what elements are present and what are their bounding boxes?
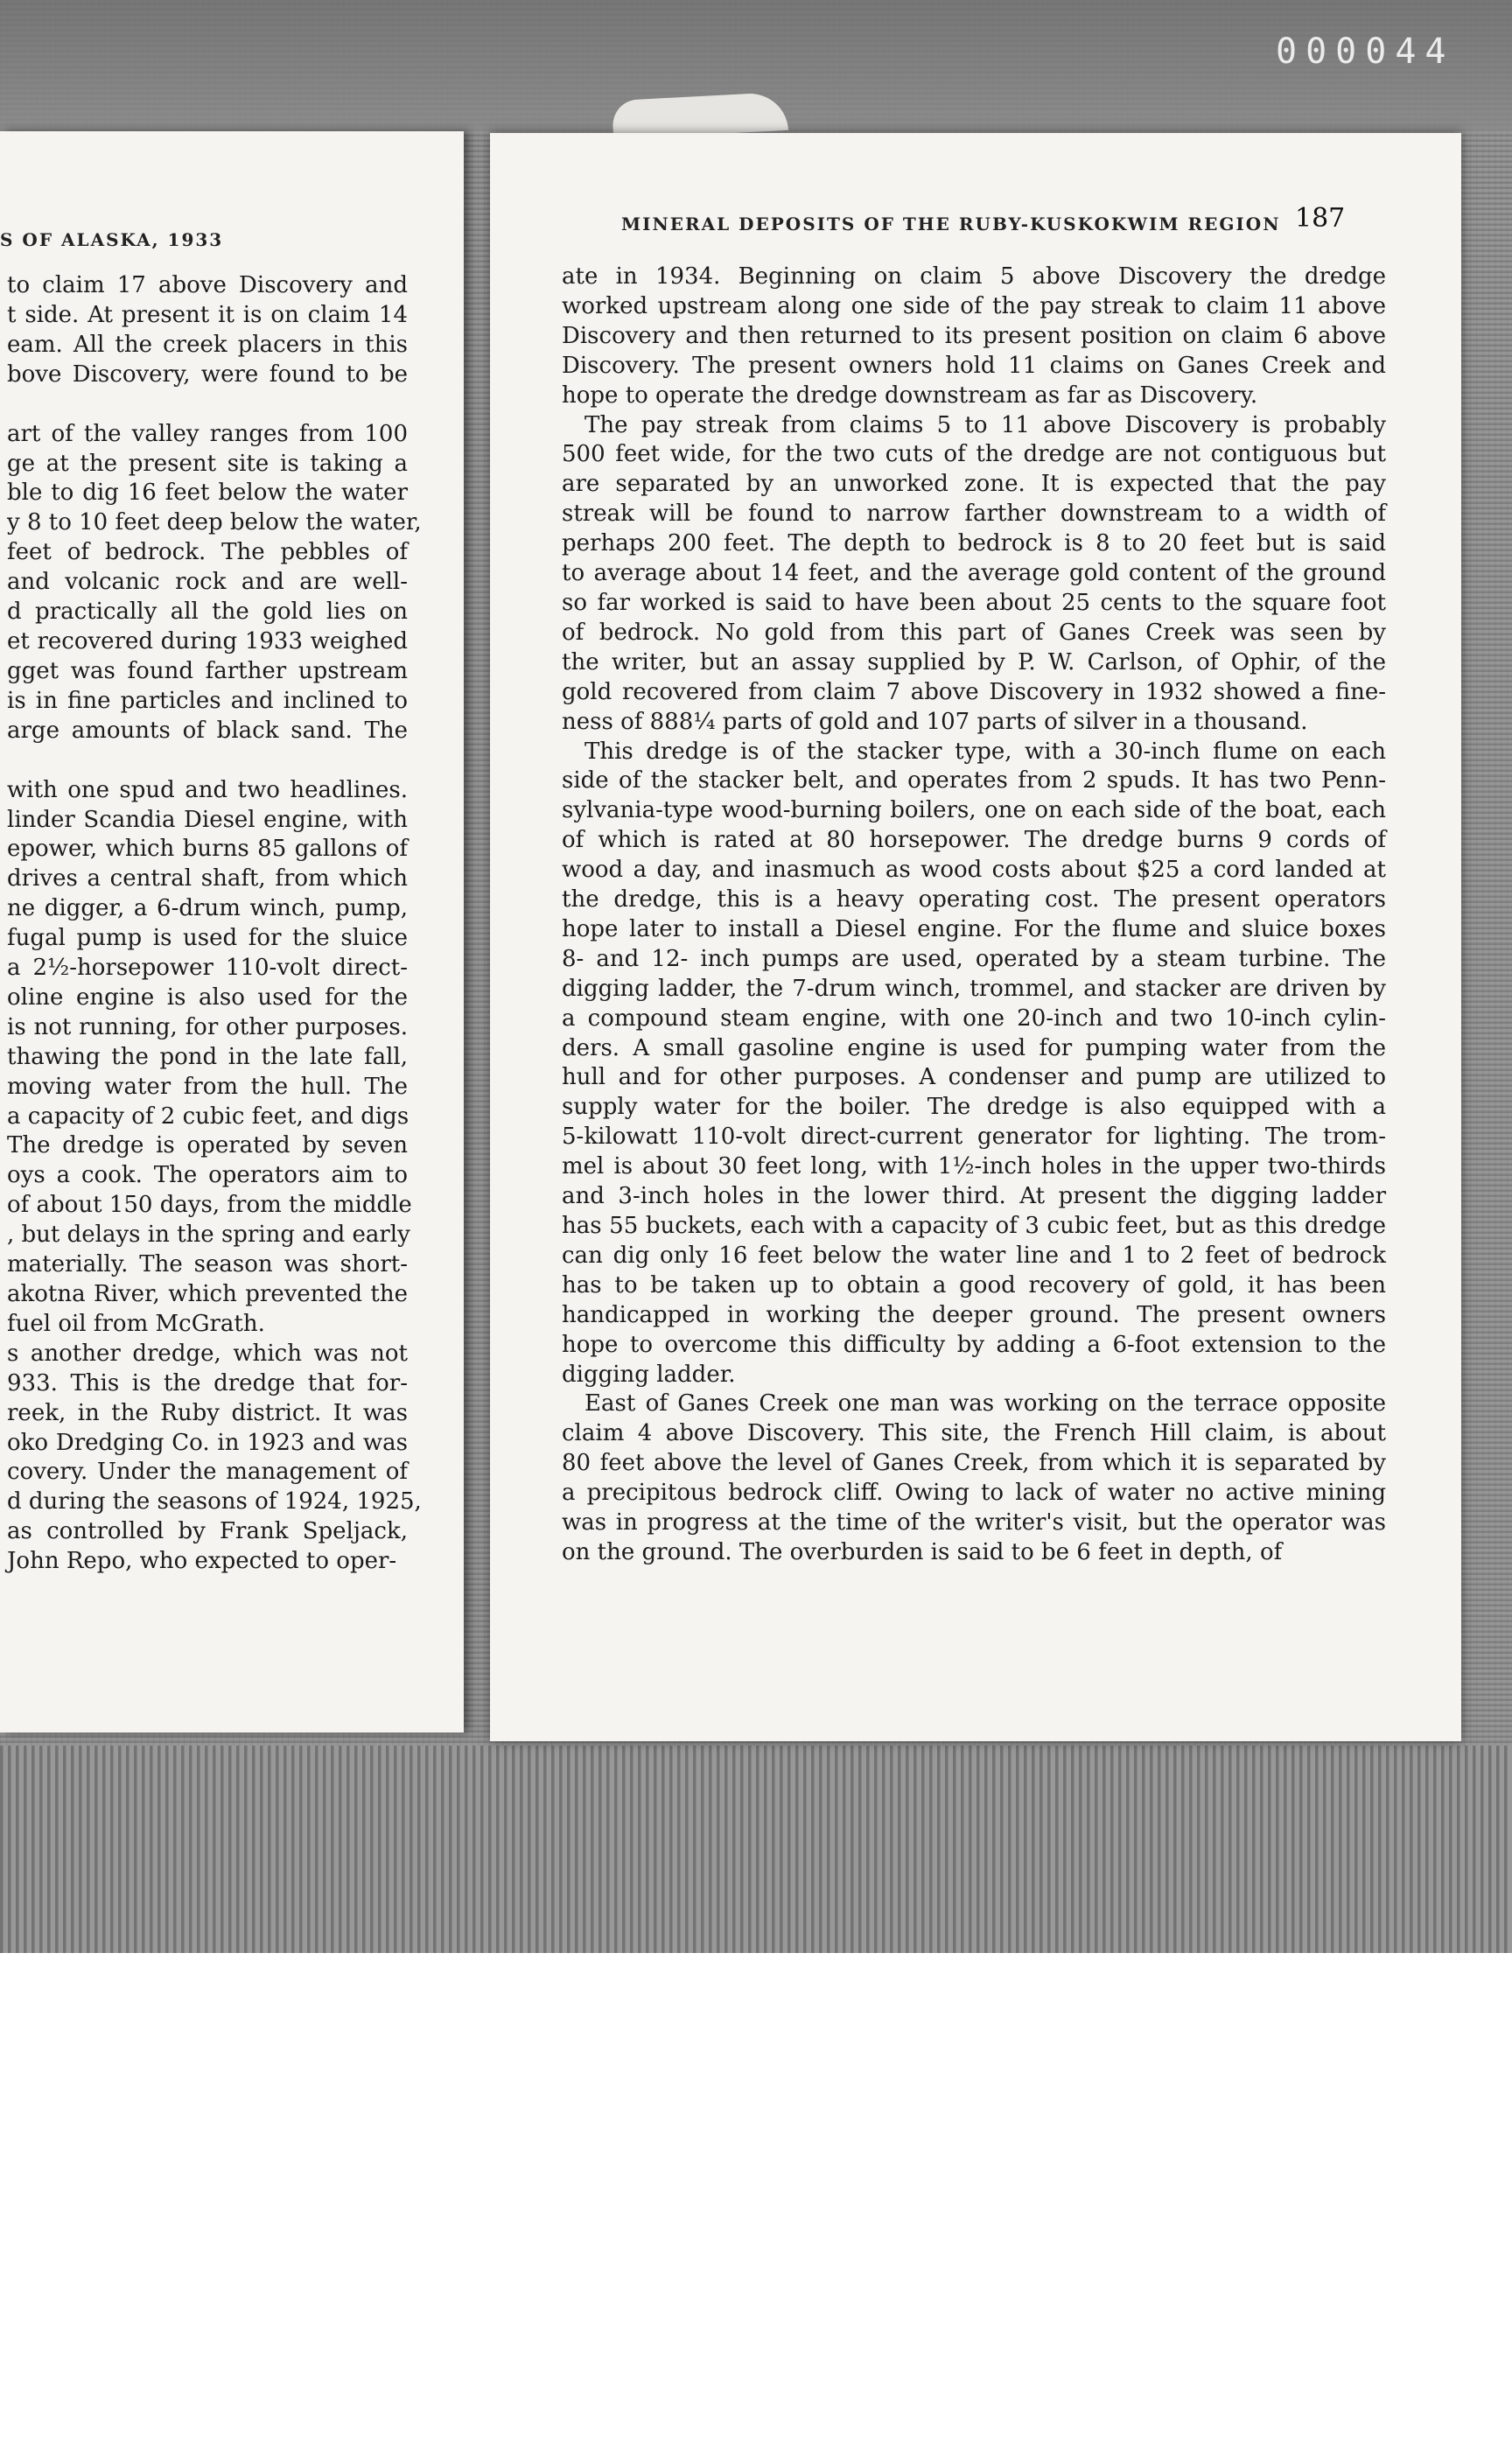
text-line: supply water for the boiler. The dredge is also equipped with a — [562, 1094, 1386, 1121]
text-line: ate in 1934. Beginning on claim 5 above Discovery the dredge — [562, 263, 1386, 290]
text-line: epower, which burns 85 gallons of — [7, 836, 408, 863]
text-line: sylvania-type wood-burning boilers, one on each side of the boat, each — [562, 797, 1386, 824]
left-running-head: S OF ALASKA, 1933 — [0, 229, 224, 250]
text-line: 933. This is the dredge that for- — [7, 1369, 408, 1396]
text-line: digging ladder. — [562, 1361, 736, 1388]
text-line: t side. At present it is on claim 14 — [7, 301, 408, 328]
text-line: reek, in the Ruby district. It was — [7, 1399, 408, 1426]
text-line: 80 feet above the level of Ganes Creek, from which it is separated by — [562, 1450, 1386, 1477]
text-line: hull and for other purposes. A condenser and pump are utilized to — [562, 1064, 1386, 1091]
text-line: 500 feet wide, for the two cuts of the dredge are not contiguous but — [562, 441, 1386, 468]
text-line: moving water from the hull. The — [7, 1073, 408, 1100]
text-line: ness of 888¼ parts of gold and 107 parts of silver in a thousand. — [562, 708, 1308, 735]
text-line: arge amounts of black sand. The — [7, 717, 408, 744]
text-line: handicapped in working the deeper ground. The present owners — [562, 1301, 1386, 1328]
text-line: d practically all the gold lies on — [7, 598, 408, 626]
text-line: oline engine is also used for the — [7, 984, 408, 1011]
text-line: on the ground. The overburden is said to be 6 feet in depth, of — [562, 1538, 1283, 1565]
text-line: can dig only 16 feet below the water line and 1 to 2 feet of bedrock — [562, 1242, 1386, 1269]
text-line: Discovery and then returned to its present position on claim 6 above — [562, 322, 1386, 349]
text-line: y 8 to 10 feet deep below the water, — [7, 509, 422, 536]
text-line: a capacity of 2 cubic feet, and digs — [7, 1102, 410, 1130]
text-line: of which is rated at 80 horsepower. The dredge burns 9 cords of — [562, 827, 1386, 854]
text-line: digging ladder, the 7-drum winch, trommel, and stacker are driven by — [562, 975, 1386, 1002]
text-line: , but delays in the spring and early — [7, 1222, 410, 1249]
text-line: ge at the present site is taking a — [7, 450, 408, 477]
text-line: worked upstream along one side of the pay streak to claim 11 above — [562, 292, 1386, 319]
text-line: perhaps 200 feet. The depth to bedrock is 8 to 20 feet but is said — [562, 530, 1386, 557]
text-line: was in progress at the time of the writer's visit, but the operator was — [562, 1509, 1386, 1536]
text-line: John Repo, who expected to oper- — [7, 1548, 397, 1575]
text-line: to claim 17 above Discovery and — [7, 272, 408, 298]
text-line: Discovery. The present owners hold 11 claims on Ganes Creek and — [562, 352, 1386, 379]
text-line: wood a day, and inasmuch as wood costs about $25 a cord landed at — [562, 857, 1386, 884]
left-page-text — [7, 271, 422, 1577]
text-line: fuel oil from McGrath. — [7, 1310, 265, 1337]
text-line: and volcanic rock and are well- — [7, 569, 408, 596]
text-line: of about 150 days, from the middle — [7, 1192, 412, 1219]
text-line — [7, 746, 408, 776]
text-line: has to be taken up to obtain a good recovery of gold, it has been — [562, 1271, 1386, 1298]
text-line: mel is about 30 feet long, with 1½-inch holes in the upper two-thirds — [562, 1153, 1386, 1180]
text-line: hope later to install a Diesel engine. For the flume and sluice boxes — [562, 915, 1386, 942]
text-line: of bedrock. No gold from this part of Ganes Creek was seen by — [562, 619, 1386, 646]
text-line: 5-kilowatt 110-volt direct-current generator for lighting. The trom- — [562, 1124, 1386, 1151]
right-page-text — [562, 262, 1386, 1568]
text-line: ders. A small gasoline engine is used for pumping water from the — [562, 1034, 1386, 1061]
text-line: et recovered during 1933 weighed — [7, 627, 408, 654]
text-line: gget was found farther upstream — [7, 657, 408, 684]
text-line: ne digger, a 6-drum winch, pump, — [7, 895, 408, 922]
text-line: a precipitous bedrock cliff. Owing to lack of water no active mining — [562, 1480, 1386, 1507]
text-line: fugal pump is used for the sluice — [7, 925, 408, 952]
right-page — [490, 133, 1461, 1741]
text-line: a 2½-horsepower 110-volt direct- — [7, 955, 408, 982]
text-line: are separated by an unworked zone. It is expected that the pay — [562, 471, 1386, 498]
document-number: 000044 — [1276, 32, 1455, 72]
text-line: thawing the pond in the late fall, — [7, 1043, 408, 1070]
text-line: gold recovered from claim 7 above Discovery in 1932 showed a fine- — [562, 678, 1386, 705]
text-line: The pay streak from claims 5 to 11 above Discovery is probably — [584, 411, 1386, 438]
text-line: hope to operate the dredge downstream as far as Discovery. — [562, 382, 1258, 409]
text-line: materially. The season was short- — [7, 1251, 408, 1278]
text-line: ble to dig 16 feet below the water — [7, 480, 408, 507]
text-line: the writer, but an assay supplied by P. W. Carlson, of Ophir, of the — [562, 648, 1386, 676]
page-number: 187 — [1295, 203, 1346, 234]
scanner-bottom-band — [0, 1746, 1512, 1953]
text-line: as controlled by Frank Speljack, — [7, 1518, 408, 1545]
text-line: eam. All the creek placers in this — [7, 331, 408, 358]
text-line: streak will be found to narrow farther downstream to a width of — [562, 500, 1386, 528]
text-line: drives a central shaft, from which — [7, 865, 408, 892]
text-line — [7, 390, 408, 420]
text-line: claim 4 above Discovery. This site, the French Hill claim, is about — [562, 1420, 1386, 1447]
text-line: art of the valley ranges from 100 — [7, 420, 408, 447]
text-line: akotna River, which prevented the — [7, 1281, 408, 1307]
text-line: and 3-inch holes in the lower third. At present the digging ladder — [562, 1183, 1386, 1210]
text-line: so far worked is said to have been about 25 cents to the square foot — [562, 589, 1386, 616]
text-line: with one spud and two headlines. — [7, 776, 408, 803]
right-running-head: MINERAL DEPOSITS OF THE RUBY-KUSKOKWIM REGION — [621, 214, 1281, 234]
left-page — [0, 131, 464, 1732]
text-line: hope to overcome this difficulty by adding a 6-foot extension to the — [562, 1331, 1386, 1358]
text-line: feet of bedrock. The pebbles of — [7, 539, 408, 566]
text-line: oko Dredging Co. in 1923 and was — [7, 1429, 408, 1456]
text-line: linder Scandia Diesel engine, with — [7, 806, 408, 833]
text-line: This dredge is of the stacker type, with a 30-inch flume on each — [584, 738, 1386, 765]
text-line: the dredge, this is a heavy operating cost. The present operators — [562, 886, 1386, 914]
text-line: is in fine particles and inclined to — [7, 687, 408, 714]
text-line: s another dredge, which was not — [7, 1340, 408, 1367]
text-line: d during the seasons of 1924, 1925, — [7, 1488, 422, 1516]
text-line: covery. Under the management of — [7, 1459, 408, 1486]
text-line: bove Discovery, were found to be — [7, 360, 408, 388]
text-line: has 55 buckets, each with a capacity of 3 cubic feet, but as this dredge — [562, 1213, 1386, 1239]
text-line: a compound steam engine, with one 20-inch and two 10-inch cylin- — [562, 1004, 1386, 1032]
text-line: East of Ganes Creek one man was working on the terrace opposite — [584, 1390, 1386, 1418]
text-line: side of the stacker belt, and operates from 2 spuds. It has two Penn- — [562, 767, 1386, 794]
text-line: to average about 14 feet, and the average gold content of the ground — [562, 560, 1386, 587]
text-line: is not running, for other purposes. — [7, 1013, 408, 1040]
text-line: The dredge is operated by seven — [7, 1132, 408, 1159]
text-line: oys a cook. The operators aim to — [7, 1162, 408, 1189]
text-line: 8- and 12- inch pumps are used, operated by a steam turbine. The — [562, 945, 1386, 972]
